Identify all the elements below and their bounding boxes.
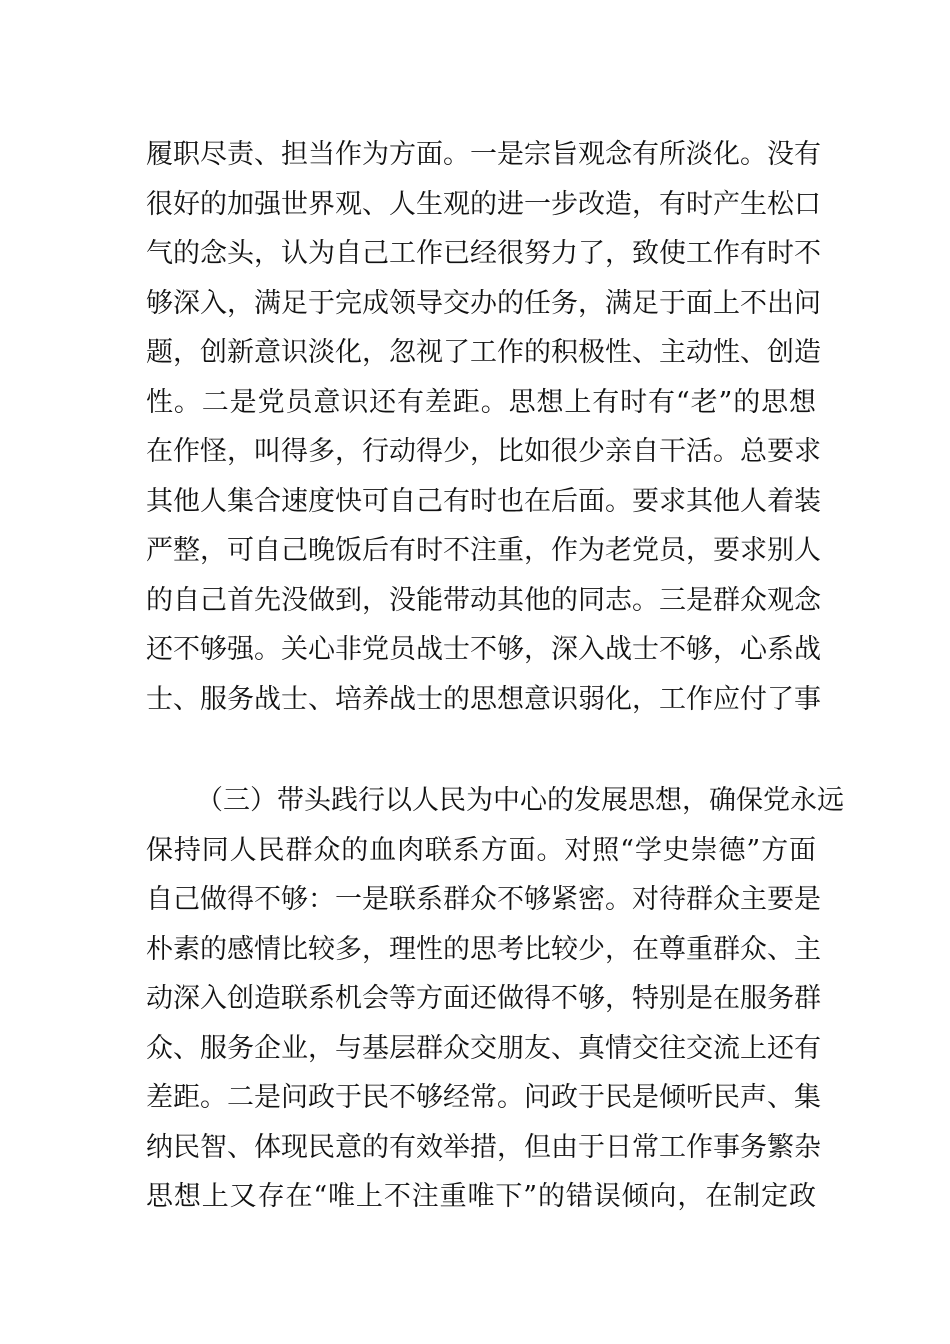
text-line: 众、服务企业，与基层群众交朋友、真情交往交流上还有 bbox=[146, 1032, 821, 1064]
text-line: 性。二是党员意识还有差距。思想上有时有“老”的思想 bbox=[146, 386, 816, 418]
text-line: 在作怪，叫得多，行动得少，比如很少亲自干活。总要求 bbox=[146, 436, 821, 467]
text-line: 动深入创造联系机会等方面还做得不够，特别是在服务群 bbox=[146, 983, 821, 1014]
paragraph-performance-duty bbox=[146, 130, 821, 724]
text-line: 士、服务战士、培养战士的思想意识弱化，工作应付了事 bbox=[146, 683, 821, 715]
text-line: 够深入，满足于完成领导交办的任务，满足于面上不出问 bbox=[146, 287, 821, 319]
text-line: 履职尽责、担当作为方面。一是宗旨观念有所淡化。没有 bbox=[146, 139, 821, 170]
text-line: 自己做得不够：一是联系群众不够紧密。对待群众主要是 bbox=[146, 884, 821, 915]
paragraph-section-three bbox=[146, 776, 844, 1222]
text-line: 纳民智、体现民意的有效举措，但由于日常工作事务繁杂 bbox=[146, 1131, 821, 1163]
text-line: 很好的加强世界观、人生观的进一步改造，有时产生松口 bbox=[146, 188, 821, 220]
text-line: 题，创新意识淡化，忽视了工作的积极性、主动性、创造 bbox=[146, 337, 821, 368]
text-line: 朴素的感情比较多，理性的思考比较少，在尊重群众、主 bbox=[146, 933, 821, 965]
section-heading-line: （三）带头践行以人民为中心的发展思想，确保党永远 bbox=[196, 785, 844, 816]
text-line: 严整，可自己晚饭后有时不注重，作为老党员，要求别人 bbox=[146, 535, 821, 566]
text-line: 还不够强。关心非党员战士不够，深入战士不够，心系战 bbox=[146, 634, 821, 665]
text-line: 保持同人民群众的血肉联系方面。对照“学史崇德”方面 bbox=[146, 834, 816, 866]
text-line: 差距。二是问政于民不够经常。问政于民是倾听民声、集 bbox=[146, 1082, 821, 1113]
text-line: 其他人集合速度快可自己有时也在后面。要求其他人着装 bbox=[146, 485, 821, 517]
text-line: 思想上又存在“唯上不注重唯下”的错误倾向，在制定政 bbox=[146, 1181, 816, 1212]
text-line: 气的念头，认为自己工作已经很努力了，致使工作有时不 bbox=[146, 238, 821, 269]
text-line: 的自己首先没做到，没能带动其他的同志。三是群众观念 bbox=[146, 584, 821, 616]
